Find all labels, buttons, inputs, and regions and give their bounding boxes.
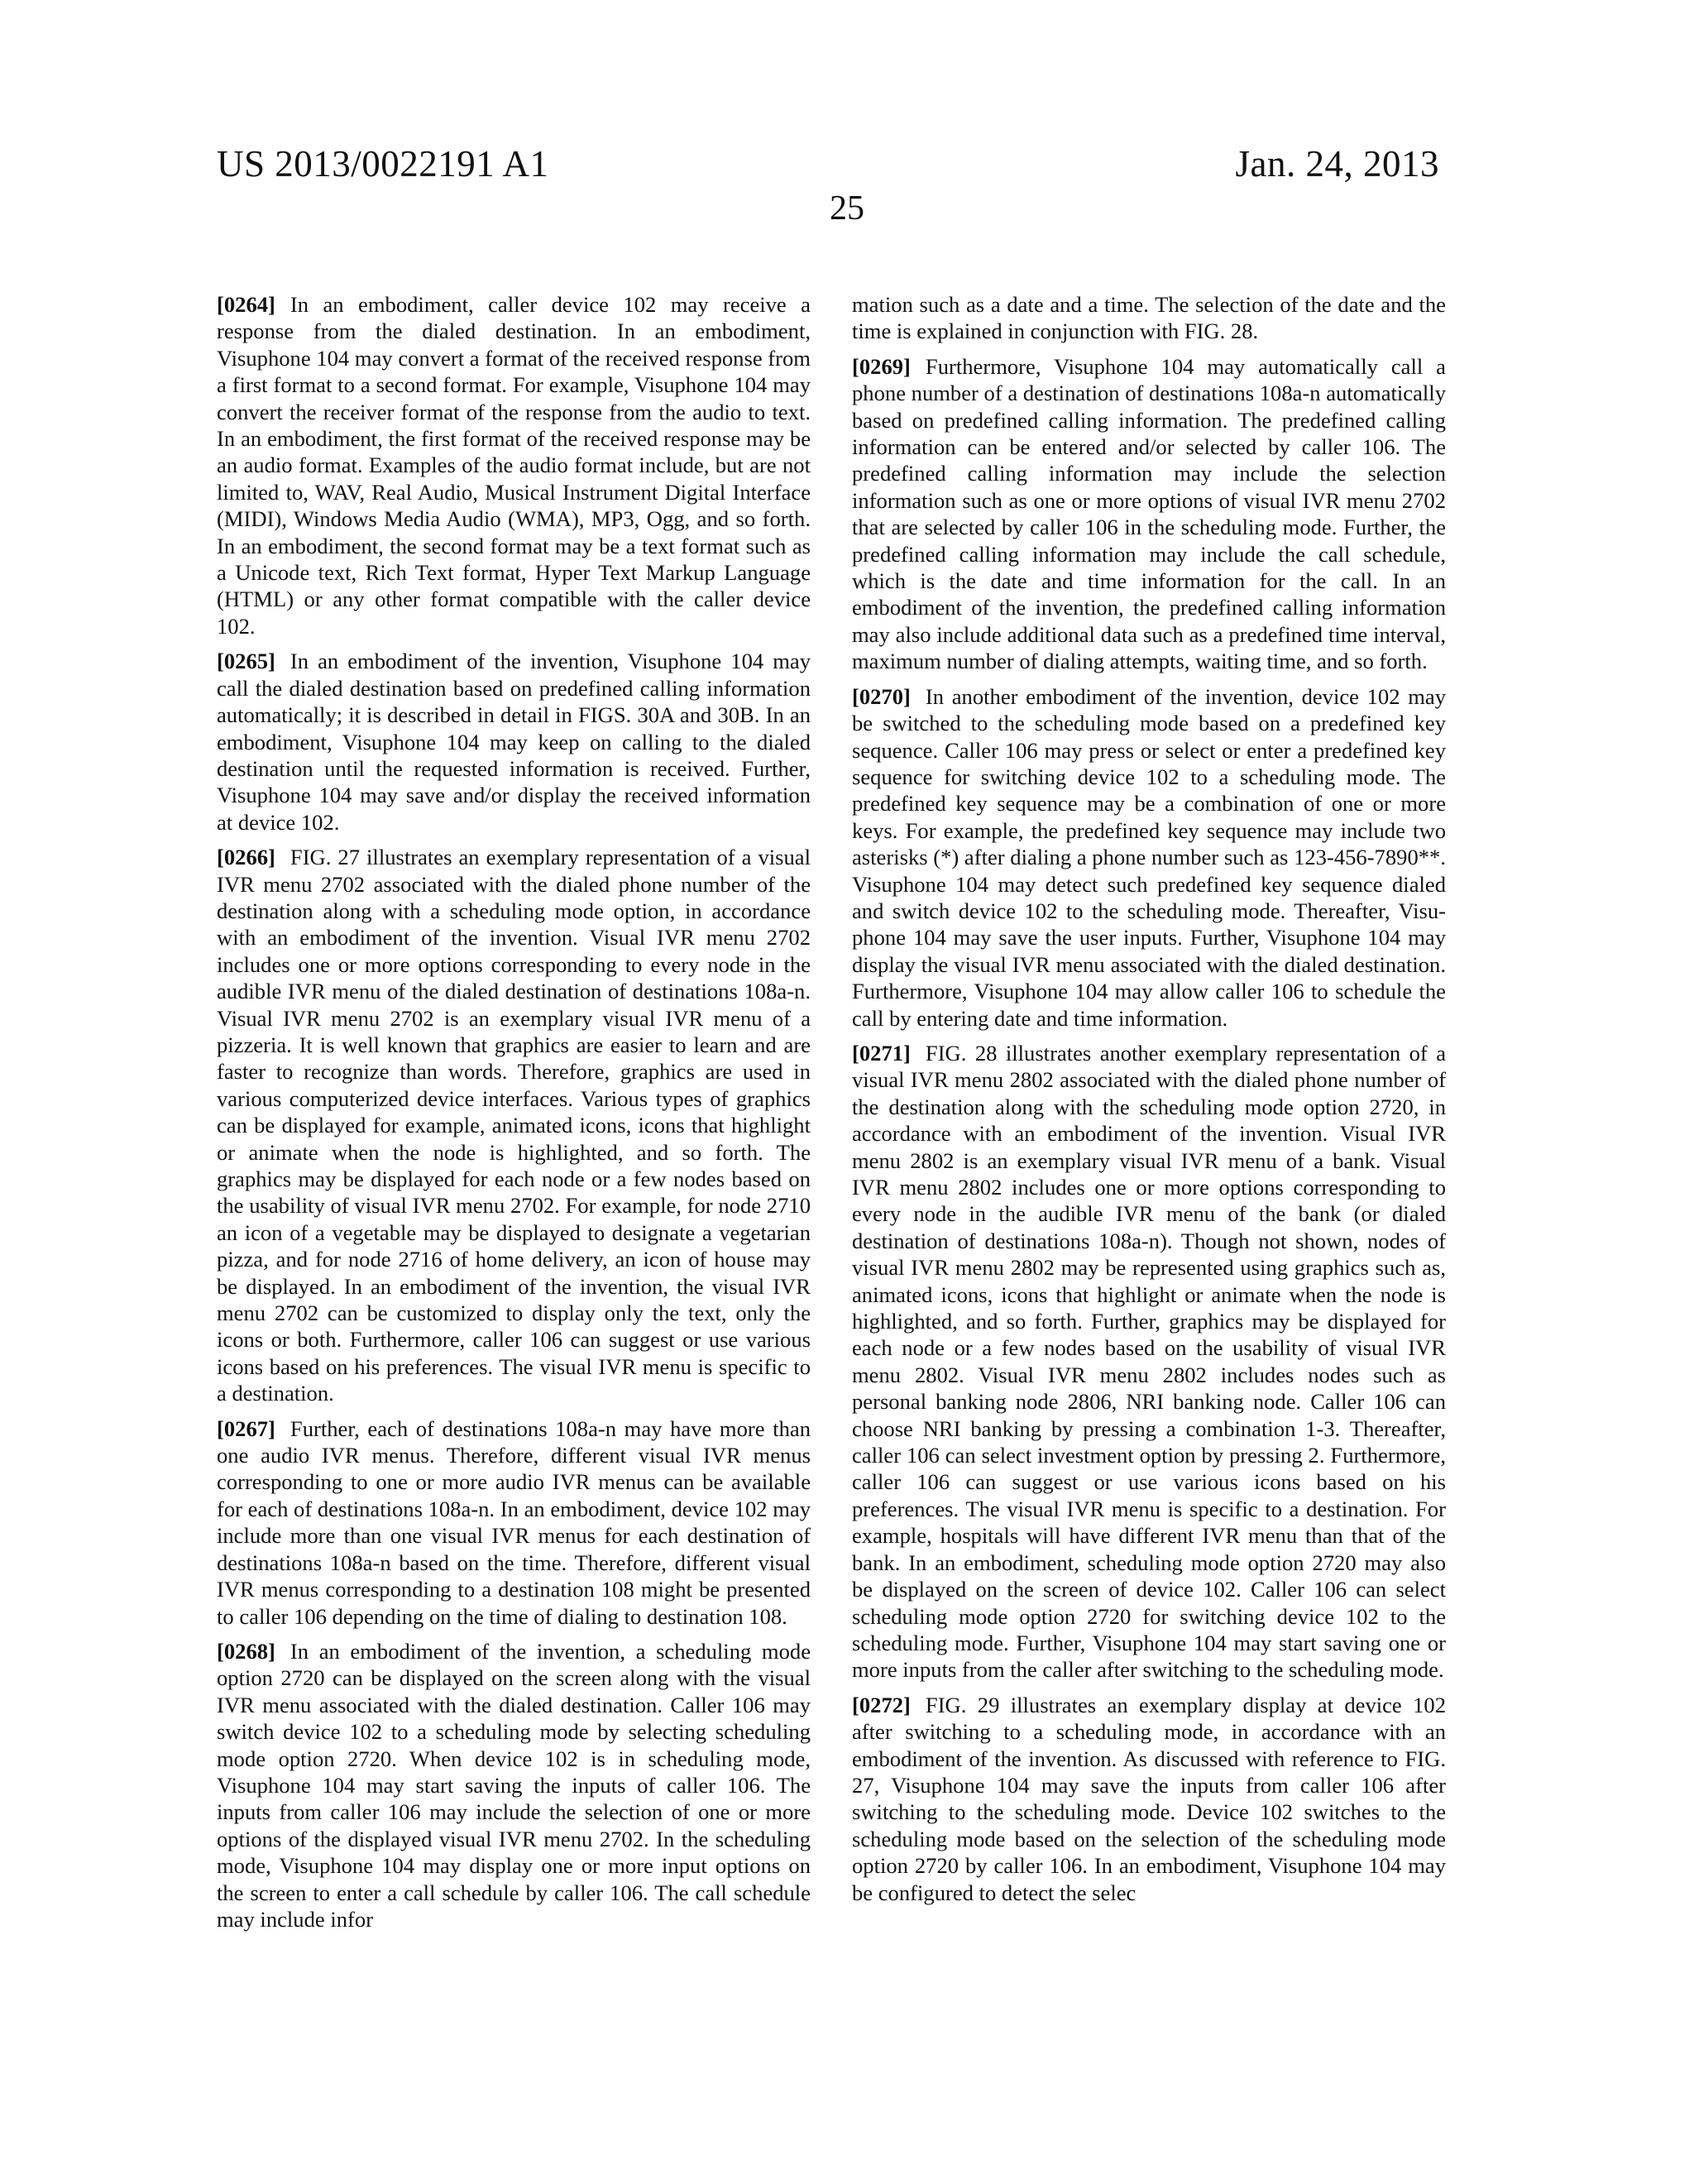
paragraph-0272	[852, 1692, 1446, 1906]
paragraph-0265	[217, 648, 811, 836]
paragraph-number: [0269]	[852, 353, 911, 379]
left-column	[217, 291, 811, 1941]
paragraph-text: In another embodiment of the invention, device 102 may be switched to the scheduling mode based on a predefined key sequence. Caller 106 may press or select or enter a predefined key sequence for switching device 102 to a scheduling mode. The predefined key sequence may be a combination of one or more keys. For example, the predefined key sequence may include two asterisks (*) after dialing a phone number such as 123-456-7890**. Visuphone 104 may detect such predefined key sequence dialed and switch device 102 to the scheduling mode. Thereafter, Visuphone 104 may save the user inputs. Further, Visuphone 104 may display the visual IVR menu associated with the dialed destination. Furthermore, Visuphone 104 may allow caller 106 to schedule the call by entering date and time information.	[852, 683, 1446, 1031]
paragraph-0271	[852, 1040, 1446, 1684]
paragraph-0268	[217, 1638, 811, 1933]
paragraph-continuation	[852, 291, 1446, 345]
paragraph-number: [0272]	[852, 1692, 911, 1717]
paragraph-number: [0265]	[217, 649, 275, 674]
paragraph-text: FIG. 29 illustrates an exemplary display at device 102 after switching to a scheduling mode, in accordance with an embodiment of the invention. As discussed with reference to FIG. 27, Visuphone 104 may save the inputs from caller 106 after switching to the scheduling mode. Device 102 switches to the scheduling mode based on the selection of the scheduling mode option 2720 by caller 106. In an embodiment, Visuphone 104 may be configured to detect the selec	[852, 1692, 1446, 1905]
paragraph-number: [0271]	[852, 1040, 911, 1066]
paragraph-0267	[217, 1415, 811, 1630]
paragraph-number: [0267]	[217, 1415, 275, 1441]
paragraph-number: [0268]	[217, 1638, 275, 1664]
paragraph-0270	[852, 683, 1446, 1032]
paragraph-0264	[217, 291, 811, 639]
paragraph-text: FIG. 28 illustrates another exemplary representation of a visual IVR menu 2802 associated with the dialed phone number of the destination along with the scheduling mode option 2720, in accordance with an embodiment of the invention. Visual IVR menu 2802 is an exemplary visual IVR menu of a bank. Visual IVR menu 2802 includes one or more options corresponding to every node in the audible IVR menu of the bank (or dialed destination of destinations 108a-n). Though not shown, nodes of visual IVR menu 2802 may be represented using graphics such as, animated icons, icons that highlight or animate when the node is highlighted, and so forth. Further, graphics may be displayed for each node or a few nodes based on the usability of visual IVR menu 2802. Visual IVR menu 2802 includes nodes such as personal banking node 2806, NRI banking node. Caller 106 can choose NRI banking by pressing a combination 1-3. Thereafter, caller 106 can select investment option by pressing 2. Furthermore, caller 106 can suggest or use various icons based on his preferences. The visual IVR menu is specific to a destination. For example, hospitals will have different IVR menu than that of the bank. In an embodiment, scheduling mode option 2720 may also be displayed on the screen of device 102. Caller 106 can select scheduling mode option 2720 for switching device 102 to the scheduling mode. Further, Visuphone 104 may start saving one or more inputs from the caller after switching to the scheduling mode.	[852, 1040, 1446, 1683]
paragraph-number: [0270]	[852, 683, 911, 709]
paragraph-0266	[217, 844, 811, 1407]
paragraph-text: In an embodiment, caller device 102 may receive a response from the dialed destination. In an embodiment, Visuphone 104 may convert a format of the received response from a first format to a second format. For example, Visuphone 104 may convert the receiver format of the response from the audio to text. In an embodiment, the first format of the received response may be an audio format. Examples of the audio format include, but are not limited to, WAV, Real Audio, Musical Instrument Digital Interface (MIDI), Windows Media Audio (WMA), MP3, Ogg, and so forth. In an embodiment, the second format may be a text format such as a Unicode text, Rich Text format, Hyper Text Markup Language (HTML) or any other format compatible with the caller device 102.	[217, 292, 811, 639]
paragraph-text: In an embodiment of the invention, a scheduling mode option 2720 can be displayed on the screen along with the visual IVR menu associated with the dialed destination. Caller 106 may switch device 102 to a scheduling mode by selecting scheduling mode option 2720. When device 102 is in scheduling mode, Visuphone 104 may start saving the inputs of caller 106. The inputs from caller 106 may include the selection of one or more options of the displayed visual IVR menu 2702. In the scheduling mode, Visuphone 104 may display one or more input options on the screen to enter a call schedule by caller 106. The call schedule may include infor	[217, 1638, 811, 1932]
paragraph-text: mation such as a date and a time. The selection of the date and the time is explained in conjunction with FIG. 28.	[852, 292, 1446, 344]
paragraph-number: [0264]	[217, 292, 275, 317]
patent-number: US 2013/0022191 A1	[217, 143, 549, 184]
paragraph-text: Further, each of destinations 108a-n may have more than one audio IVR menus. Therefore, different visual IVR menus corresponding to one or more audio IVR menus can be available for each of destinations 108a-n. In an embodiment, device 102 may include more than one visual IVR menus for each destination of destinations 108a-n based on the time. Therefore, different visual IVR menus corresponding to a destination 108 might be presented to caller 106 depending on the time of dialing to destination 108.	[217, 1415, 811, 1629]
paragraph-0269	[852, 353, 1446, 675]
page-header	[0, 0, 1694, 248]
paragraph-number: [0266]	[217, 845, 275, 870]
page-number: 25	[830, 189, 864, 228]
paragraph-text: Furthermore, Visuphone 104 may automatically call a phone number of a destination of destinations 108a-n automatically based on predefined calling information. The predefined calling information can be entered and/or selected by caller 106. The predefined calling information may include the selection information such as one or more options of visual IVR menu 2702 that are selected by caller 106 in the scheduling mode. Further, the predefined calling information may include the call schedule, which is the date and time information for the call. In an embodiment of the invention, the predefined calling information may also include additional data such as a predefined time interval, maximum number of dialing attempts, waiting time, and so forth.	[852, 353, 1446, 674]
paragraph-text: In an embodiment of the invention, Visuphone 104 may call the dialed destination based on predefined calling information automatically; it is described in detail in FIGS. 30A and 30B. In an embodiment, Visuphone 104 may keep on calling to the dialed destination until the requested information is received. Further, Visuphone 104 may save and/or display the received information at device 102.	[217, 649, 811, 835]
paragraph-text: FIG. 27 illustrates an exemplary representation of a visual IVR menu 2702 associated with the dialed phone number of the destination along with a scheduling mode option, in accordance with an embodiment of the invention. Visual IVR menu 2702 includes one or more options corresponding to every node in the audible IVR menu of the dialed destination of destinations 108a-n. Visual IVR menu 2702 is an exemplary visual IVR menu of a pizzeria. It is well known that graphics are easier to learn and are faster to recognize than words. Therefore, graphics are used in various computerized device interfaces. Various types of graphics can be displayed for example, animated icons, icons that highlight or animate when the node is highlighted, and so forth. The graphics may be displayed for each node or a few nodes based on the usability of visual IVR menu 2702. For example, for node 2710 an icon of a vegetable may be displayed to designate a vegetarian pizza, and for node 2716 of home delivery, an icon of house may be displayed. In an embodiment of the invention, the visual IVR menu 2702 can be customized to display only the text, only the icons or both. Furthermore, caller 106 can suggest or use various icons based on his preferences. The visual IVR menu is specific to a destination.	[217, 845, 811, 1406]
right-column	[852, 291, 1446, 1914]
publication-date: Jan. 24, 2013	[1235, 143, 1439, 184]
